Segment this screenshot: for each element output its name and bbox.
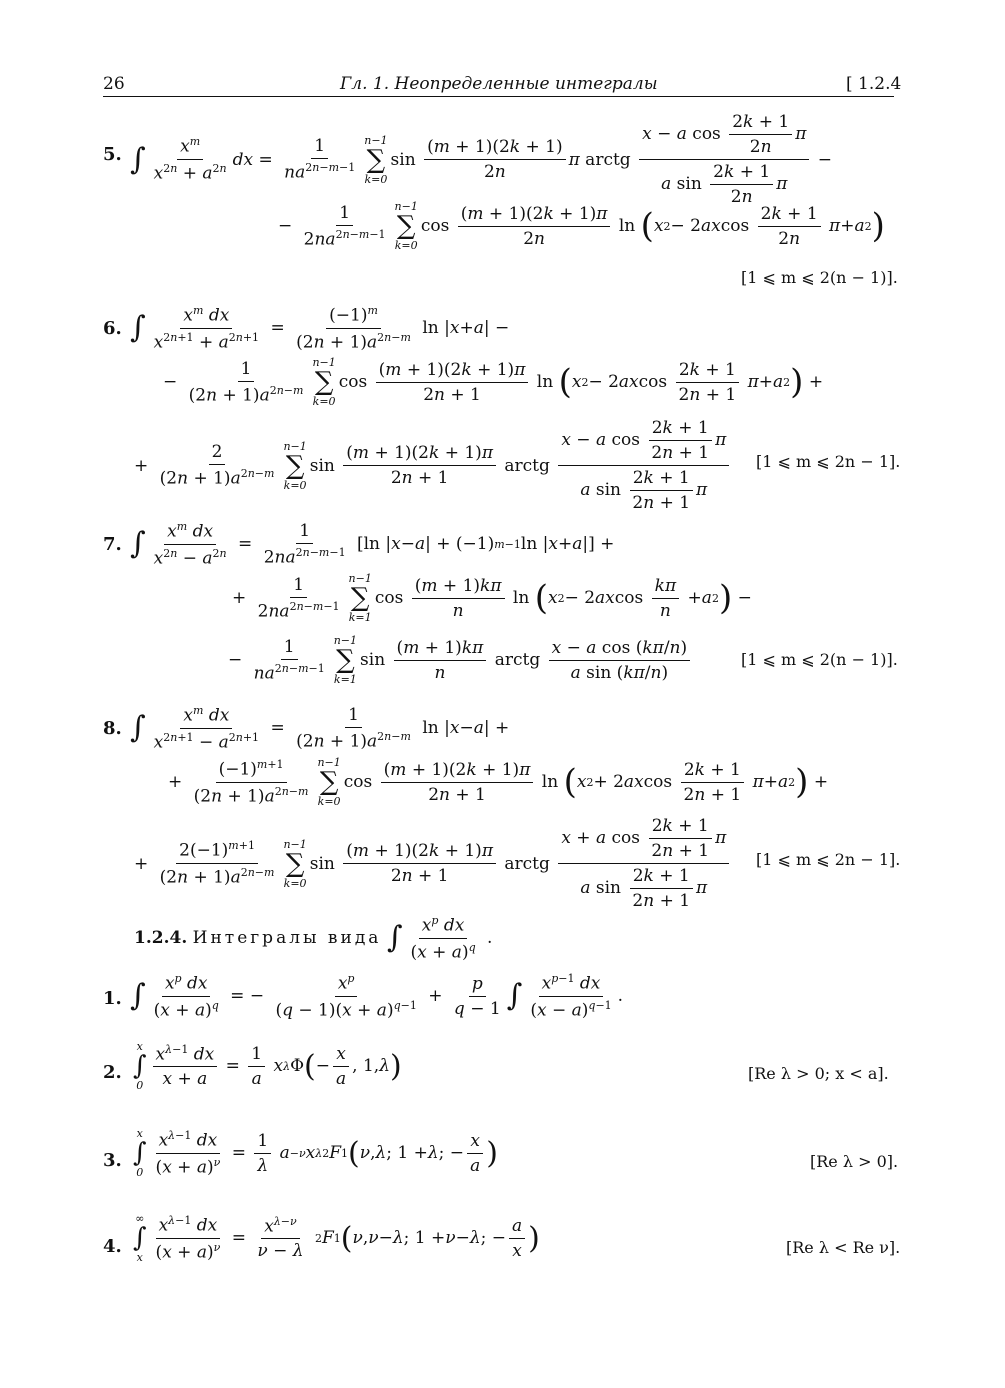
formula-condition: [Re λ > 0]. <box>810 1152 899 1171</box>
formula-number: 1. <box>103 988 122 1009</box>
section-reference: [ 1.2.4 <box>846 74 902 94</box>
formula-condition: [Re λ > 0; x < a]. <box>748 1064 889 1083</box>
formula-number: 7. <box>103 534 122 555</box>
formula-4: ∞ ∫ x $\frac{x^{\lambda-1} dx}{(x + a)^\nu}$ = $\frac{x^{\lambda-\nu}}{\nu - \lambda}$ 2 F 1 ( ν , ν − λ ; 1 + ν − λ ; − $\frac{a}{x}$ ) <box>133 1212 540 1264</box>
formula-number: 8. <box>103 718 122 739</box>
subsection-heading: 1.2.4. Интегралы вида ∫ $\frac{x^p dx}{(x + a)^q}$ . <box>134 914 493 963</box>
formula-condition: [1 ⩽ m ⩽ 2(n − 1)]. <box>741 268 898 287</box>
formula-condition: [Re λ < Re ν]. <box>786 1238 901 1257</box>
formula-condition: [1 ⩽ m ⩽ 2n − 1]. <box>756 452 901 471</box>
running-title: Гл. 1. Неопределенные интегралы <box>340 74 658 94</box>
formula-number: 6. <box>103 318 122 339</box>
formula-8-line-2: + $\frac{(-1)^{m+1}}{(2n + 1)a^{2n-m}}$ n−1 ∑ k=0 cos $\frac{(m + 1)(2k + 1)\pi}{2n + 1}$ ln ( x 2 + 2 ax cos $\frac{2k + 1}{2n + 1}$ π + a 2 ) + <box>168 756 829 808</box>
subsection-number: 1.2.4. <box>134 928 188 949</box>
formula-6-line-2: − $\frac{1}{(2n + 1)a^{2n-m}}$ n−1 ∑ k=0 cos $\frac{(m + 1)(2k + 1)\pi}{2n + 1}$ ln ( x 2 − 2 ax cos $\frac{2k + 1}{2n + 1}$ π + a 2 ) + <box>163 356 824 408</box>
formula-6-line-3: + $\frac{2}{(2n + 1)a^{2n-m}}$ n−1 ∑ k=0 sin $\frac{(m + 1)(2k + 1)\pi}{2n + 1}$ arctg x − a cos $\frac{2k + 1}{2n + 1}$ π a sin $\frac{2k + 1}{2n + 1}$ π <box>134 418 732 513</box>
formula-number: 4. <box>103 1236 122 1257</box>
formula-6-line-1: ∫ $\frac{x^m dx}{x^{2n+1} + a^{2n+1}}$ = $\frac{(-1)^m}{(2n + 1)a^{2n-m}}$ ln | x + a | − <box>130 304 510 353</box>
formula-condition: [1 ⩽ m ⩽ 2n − 1]. <box>756 850 901 869</box>
formula-7-line-3: − $\frac{1}{na^{2n-m-1}}$ n−1 ∑ k=1 sin $\frac{(m + 1)k\pi}{n}$ arctg $\frac{\text{x − a cos (kπ/n)}}{\text{a sin (kπ/n)}}$ <box>228 634 693 686</box>
formula-condition: [1 ⩽ m ⩽ 2(n − 1)]. <box>741 650 898 669</box>
formula-5-line-1: ∫ $\frac{x^m}{x^{2n} + a^{2n}}$ dx = $\frac{1}{na^{2n-m-1}}$ n−1 ∑ k=0 sin $\frac{(m + 1)(2k + 1)}{2n}$ π arctg x − a cos $\frac{2k + 1}{2n}$ π a sin $\frac{2k + 1}{2n}$ π − <box>130 112 833 207</box>
formula-8-line-1: ∫ $\frac{x^m dx}{x^{2n+1} - a^{2n+1}}$ = $\frac{1}{(2n + 1)a^{2n-m}}$ ln | x − a | + <box>130 704 510 753</box>
formula-number: 2. <box>103 1062 122 1083</box>
header-rule <box>103 96 894 97</box>
formula-number: 3. <box>103 1150 122 1171</box>
formula-8-line-3: + $\frac{2(-1)^{m+1}}{(2n + 1)a^{2n-m}}$ n−1 ∑ k=0 sin $\frac{(m + 1)(2k + 1)\pi}{2n + 1}$ arctg x + a cos $\frac{2k + 1}{2n + 1}$ π a sin $\frac{2k + 1}{2n + 1}$ π <box>134 816 732 911</box>
formula-1: ∫ $\frac{x^p dx}{(x + a)^q}$ = − $\frac{x^p}{(q - 1)(x + a)^{q-1}}$ + $\frac{p}{q - 1}$ ∫ $\frac{x^{p-1} dx}{(x - a)^{q-1}}$ . <box>130 972 624 1021</box>
page-number: 26 <box>103 74 125 94</box>
formula-7-line-1: ∫ $\frac{x^m dx}{x^{2n} - a^{2n}}$ = $\frac{1}{2na^{2n-m-1}}$ [ln | x − a | + (−1) m−1 ln | x + a |] + <box>130 520 615 569</box>
formula-number: 5. <box>103 144 122 165</box>
formula-5-line-2: − $\frac{1}{2na^{2n-m-1}}$ n−1 ∑ k=0 cos $\frac{(m + 1)(2k + 1)\pi}{2n}$ ln ( x 2 − 2 ax cos $\frac{2k + 1}{2n}$ π + a 2 ) <box>278 200 885 252</box>
formula-7-line-2: + $\frac{1}{2na^{2n-m-1}}$ n−1 ∑ k=1 cos $\frac{(m + 1)k\pi}{n}$ ln ( x 2 − 2 ax cos $\frac{k\pi}{n}$ + a 2 ) − <box>232 572 752 624</box>
formula-3: x ∫ 0 $\frac{x^{\lambda-1} dx}{(x + a)^\nu}$ = $\frac{1}{\lambda}$ a −ν x λ 2 F 1 ( ν , λ ; 1 + λ ; − $\frac{x}{a}$ ) <box>133 1127 498 1179</box>
formula-2: x ∫ 0 $\frac{x^{\lambda-1} dx}{x + a}$ = $\frac{1}{a}$ x λ Φ ( − $\frac{x}{a}$ , 1, λ ) <box>133 1040 402 1092</box>
subsection-title: Интегралы вида <box>192 928 382 949</box>
